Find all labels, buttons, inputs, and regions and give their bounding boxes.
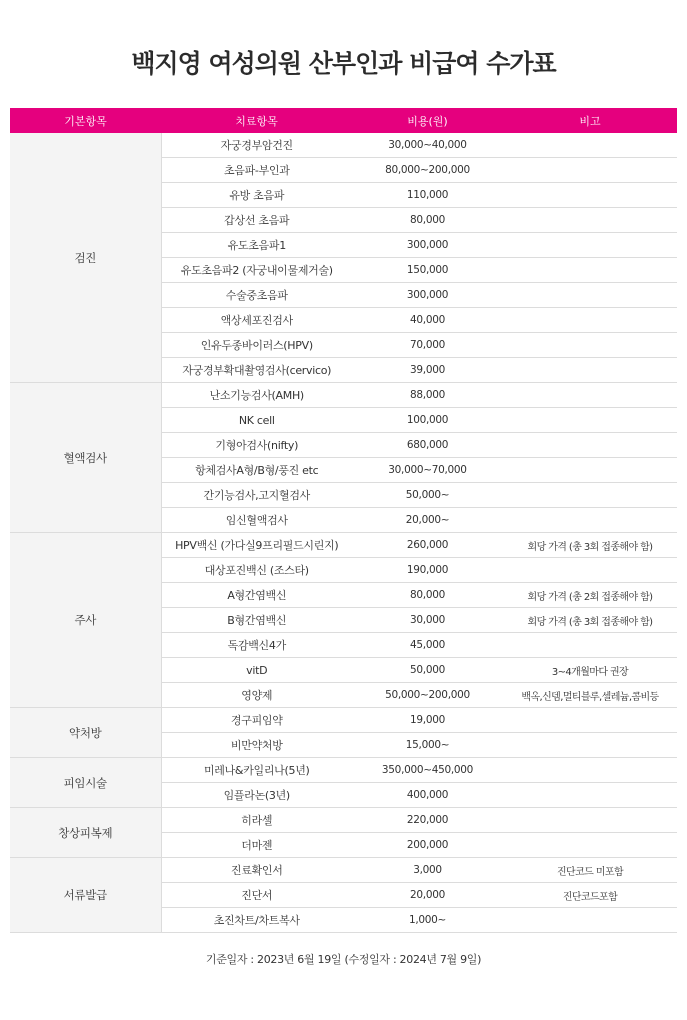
treatment-cell: 항체검사A형/B형/풍진 etc: [161, 458, 352, 483]
cost-cell: 88,000: [352, 383, 503, 408]
cost-cell: 150,000: [352, 258, 503, 283]
treatment-cell: 히라셀: [161, 808, 352, 833]
category-cell: 검진: [10, 133, 161, 383]
treatment-cell: 자궁경부암건진: [161, 133, 352, 158]
note-cell: [503, 833, 677, 858]
treatment-cell: HPV백신 (가다실9프리필드시린지): [161, 533, 352, 558]
cost-cell: 50,000: [352, 658, 503, 683]
treatment-cell: 비만약처방: [161, 733, 352, 758]
treatment-cell: 임신혈액검사: [161, 508, 352, 533]
treatment-cell: vitD: [161, 658, 352, 683]
treatment-cell: 수술중초음파: [161, 283, 352, 308]
cost-cell: 100,000: [352, 408, 503, 433]
treatment-cell: 독감백신4가: [161, 633, 352, 658]
treatment-cell: 진단서: [161, 883, 352, 908]
table-row: [10, 533, 677, 558]
note-cell: [503, 433, 677, 458]
table-body: [10, 133, 677, 933]
header-cost: 비용(원): [352, 108, 503, 133]
treatment-cell: 대상포진백신 (조스타): [161, 558, 352, 583]
category-cell: 창상피복제: [10, 808, 161, 858]
note-cell: [503, 783, 677, 808]
cost-cell: 15,000~: [352, 733, 503, 758]
note-cell: [503, 708, 677, 733]
treatment-cell: 초음파-부인과: [161, 158, 352, 183]
note-cell: 진단코드 미포함: [503, 858, 677, 883]
cost-cell: 50,000~: [352, 483, 503, 508]
cost-cell: 260,000: [352, 533, 503, 558]
note-cell: [503, 758, 677, 783]
cost-cell: 680,000: [352, 433, 503, 458]
cost-cell: 110,000: [352, 183, 503, 208]
note-cell: 3~4개월마다 권장: [503, 658, 677, 683]
cost-cell: 70,000: [352, 333, 503, 358]
table-header-row: [10, 108, 677, 133]
treatment-cell: 기형아검사(nifty): [161, 433, 352, 458]
table-row: [10, 383, 677, 408]
note-cell: [503, 208, 677, 233]
note-cell: [503, 133, 677, 158]
cost-cell: 30,000~40,000: [352, 133, 503, 158]
cost-cell: 1,000~: [352, 908, 503, 933]
note-cell: [503, 158, 677, 183]
treatment-cell: 임플라논(3년): [161, 783, 352, 808]
category-cell: 피임시술: [10, 758, 161, 808]
treatment-cell: B형간염백신: [161, 608, 352, 633]
page-title: 백지영 여성의원 산부인과 비급여 수가표: [131, 49, 556, 78]
note-cell: [503, 808, 677, 833]
treatment-cell: 유방 초음파: [161, 183, 352, 208]
header-note: 비고: [503, 108, 677, 133]
table-row: [10, 708, 677, 733]
note-cell: [503, 233, 677, 258]
note-cell: [503, 383, 677, 408]
note-cell: 진단코드포함: [503, 883, 677, 908]
note-cell: [503, 333, 677, 358]
treatment-cell: 경구피임약: [161, 708, 352, 733]
cost-cell: 20,000: [352, 883, 503, 908]
cost-cell: 39,000: [352, 358, 503, 383]
treatment-cell: 유도초음파2 (자궁내이물제거술): [161, 258, 352, 283]
cost-cell: 80,000: [352, 583, 503, 608]
price-table: [10, 108, 677, 933]
note-cell: 백옥,신뎀,멀티블루,셀레늄,콤비등: [503, 683, 677, 708]
cost-cell: 80,000: [352, 208, 503, 233]
header-category: 기본항목: [10, 108, 161, 133]
note-cell: [503, 908, 677, 933]
table-row: [10, 133, 677, 158]
category-cell: 혈액검사: [10, 383, 161, 533]
cost-cell: 400,000: [352, 783, 503, 808]
table-row: [10, 758, 677, 783]
treatment-cell: 더마젠: [161, 833, 352, 858]
cost-cell: 80,000~200,000: [352, 158, 503, 183]
treatment-cell: 미레나&카일리나(5년): [161, 758, 352, 783]
cost-cell: 300,000: [352, 233, 503, 258]
note-cell: [503, 508, 677, 533]
treatment-cell: 간기능검사,고지혈검사: [161, 483, 352, 508]
note-cell: [503, 358, 677, 383]
treatment-cell: 인유두종바이러스(HPV): [161, 333, 352, 358]
cost-cell: 220,000: [352, 808, 503, 833]
cost-cell: 200,000: [352, 833, 503, 858]
cost-cell: 45,000: [352, 633, 503, 658]
note-cell: 회당 가격 (총 3회 접종해야 함): [503, 608, 677, 633]
note-cell: [503, 258, 677, 283]
treatment-cell: NK cell: [161, 408, 352, 433]
note-cell: [503, 408, 677, 433]
category-cell: 서류발급: [10, 858, 161, 933]
header-treatment: 치료항목: [161, 108, 352, 133]
note-cell: [503, 483, 677, 508]
treatment-cell: 유도초음파1: [161, 233, 352, 258]
note-cell: [503, 558, 677, 583]
cost-cell: 20,000~: [352, 508, 503, 533]
cost-cell: 30,000: [352, 608, 503, 633]
note-cell: 회당 가격 (총 3회 접종해야 함): [503, 533, 677, 558]
note-cell: [503, 458, 677, 483]
treatment-cell: A형간염백신: [161, 583, 352, 608]
category-cell: 주사: [10, 533, 161, 708]
category-cell: 약처방: [10, 708, 161, 758]
treatment-cell: 갑상선 초음파: [161, 208, 352, 233]
note-cell: [503, 308, 677, 333]
cost-cell: 50,000~200,000: [352, 683, 503, 708]
treatment-cell: 초진차트/차트복사: [161, 908, 352, 933]
note-cell: [503, 733, 677, 758]
cost-cell: 300,000: [352, 283, 503, 308]
cost-cell: 3,000: [352, 858, 503, 883]
table-row: [10, 858, 677, 883]
treatment-cell: 영양제: [161, 683, 352, 708]
cost-cell: 19,000: [352, 708, 503, 733]
base-date-note: 기준일자 : 2023년 6월 19일 (수정일자 : 2024년 7월 9일): [205, 953, 482, 966]
treatment-cell: 자궁경부확대촬영검사(cervico): [161, 358, 352, 383]
cost-cell: 350,000~450,000: [352, 758, 503, 783]
note-cell: [503, 183, 677, 208]
note-cell: [503, 283, 677, 308]
cost-cell: 40,000: [352, 308, 503, 333]
cost-cell: 190,000: [352, 558, 503, 583]
note-cell: [503, 633, 677, 658]
treatment-cell: 난소기능검사(AMH): [161, 383, 352, 408]
note-cell: 회당 가격 (총 2회 접종해야 함): [503, 583, 677, 608]
table-row: [10, 808, 677, 833]
treatment-cell: 액상세포진검사: [161, 308, 352, 333]
cost-cell: 30,000~70,000: [352, 458, 503, 483]
treatment-cell: 진료확인서: [161, 858, 352, 883]
